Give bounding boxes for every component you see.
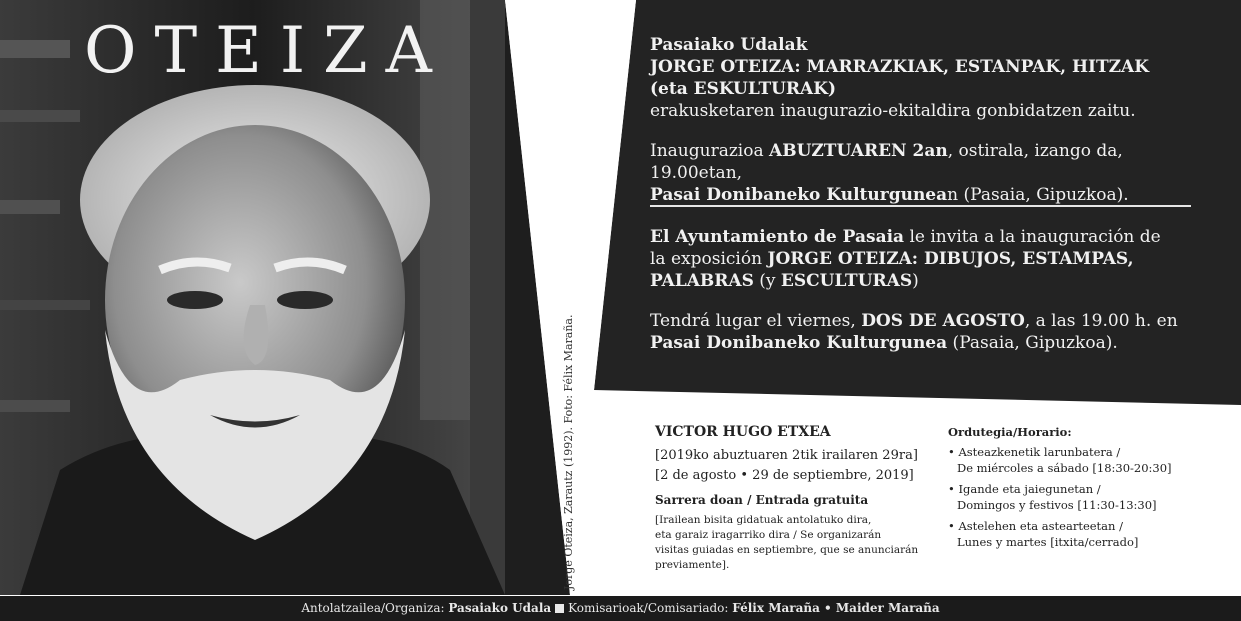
exhibit-sub-eu: (eta ESKULTURAK) (650, 79, 837, 99)
schedule-item (948, 481, 1218, 513)
venue-eu (650, 184, 1210, 206)
text: ) (912, 271, 919, 291)
org-label: Antolatzailea/Organiza: (301, 601, 449, 615)
venue-es (650, 332, 1210, 354)
schedule-item (948, 444, 1218, 476)
text: (y (753, 271, 781, 291)
schedule-heading: Ordutegia/Horario: (948, 425, 1072, 439)
text: Astelehen eta astearteetan / (958, 519, 1123, 533)
exhibit-title-eu: JORGE OTEIZA: MARRAZKIAK, ESTANPAK, HITZAK (650, 57, 1150, 77)
date-es: DOS DE AGOSTO (861, 311, 1025, 331)
text: le invita a la inauguración de (904, 227, 1161, 247)
square-icon (555, 604, 564, 613)
inauguration-eu (650, 140, 1210, 184)
note-line: eta garaiz iragarriko dira / Se organizarán (655, 529, 882, 541)
venue-name-es: Pasai Donibaneko Kulturgunea (650, 333, 948, 353)
entry-info: Sarrera doan / Entrada gratuita (655, 493, 869, 507)
exhibit-title-es-2: PALABRAS (650, 271, 754, 291)
note-line: visitas guiadas en septiembre, que se anunciarán (655, 544, 919, 556)
dates-eu: [2019ko abuztuaren 2tik irailaren 29ra] (655, 448, 918, 463)
guided-note (655, 513, 940, 573)
schedule-line: Lunes y martes [itxita/cerrado] (957, 535, 1139, 549)
schedule-item (948, 518, 1218, 550)
invite-basque (650, 34, 1210, 206)
invite-spanish (650, 226, 1210, 354)
portrait-illustration (0, 0, 505, 595)
exhibit-sub-es: ESCULTURAS (780, 271, 913, 291)
footer (0, 596, 1241, 621)
es-line-3 (650, 270, 1210, 292)
text: Inaugurazioa (650, 141, 770, 161)
venue-name-eu: Pasai Donibaneko Kulturgunea (650, 185, 948, 205)
es-line-2 (650, 248, 1210, 270)
venue-name: VICTOR HUGO ETXEA (655, 424, 831, 440)
schedule-line: De miércoles a sábado [18:30-20:30] (957, 461, 1172, 475)
photo-credit: Jorge Oteiza, Zarautz (1992). Foto: Félix Maraña. (562, 314, 575, 590)
curator-names: Félix Maraña • Maider Maraña (732, 601, 940, 615)
inauguration-es (650, 310, 1210, 332)
es-line-1 (650, 226, 1210, 248)
photo-title: OTEIZA (84, 14, 450, 88)
dates-es: [2 de agosto • 29 de septiembre, 2019] (655, 468, 914, 483)
schedule (948, 424, 1218, 550)
host-eu: Pasaiako Udalak (650, 35, 808, 55)
text: Tendrá lugar el viernes, (650, 311, 862, 331)
portrait-photo (0, 0, 505, 595)
text: la exposición (650, 249, 768, 269)
divider (650, 205, 1191, 207)
org-name: Pasaiako Udala (448, 601, 552, 615)
venue-details (655, 424, 940, 573)
date-eu: ABUZTUAREN 2an (769, 141, 948, 161)
schedule-line: • Asteazkenetik larunbatera / (948, 445, 1121, 459)
schedule-line: • Igande eta jaiegunetan / (948, 482, 1101, 496)
schedule-line: • Astelehen eta astearteetan / (948, 519, 1123, 533)
host-es: El Ayuntamiento de Pasaia (650, 227, 905, 247)
note-line: [Irailean bisita gidatuak antolatuko dira, (655, 514, 872, 526)
text: Igande eta jaiegunetan / (958, 482, 1101, 496)
curator-label: Komisarioak/Comisariado: (568, 601, 733, 615)
note-line: previamente]. (655, 559, 730, 571)
invite-line-eu: erakusketaren inaugurazio-ekitaldira gonbidatzen zaitu. (650, 101, 1136, 121)
exhibit-title-es: JORGE OTEIZA: DIBUJOS, ESTAMPAS, (767, 249, 1134, 269)
text: , a las 19.00 h. en (1024, 311, 1178, 331)
text: Asteazkenetik larunbatera / (958, 445, 1121, 459)
text: n (Pasaia, Gipuzkoa). (947, 185, 1129, 205)
text: (Pasaia, Gipuzkoa). (947, 333, 1118, 353)
schedule-line: Domingos y festivos [11:30-13:30] (957, 498, 1157, 512)
text: , ostirala, izango da, 19.00etan, (650, 141, 1123, 183)
